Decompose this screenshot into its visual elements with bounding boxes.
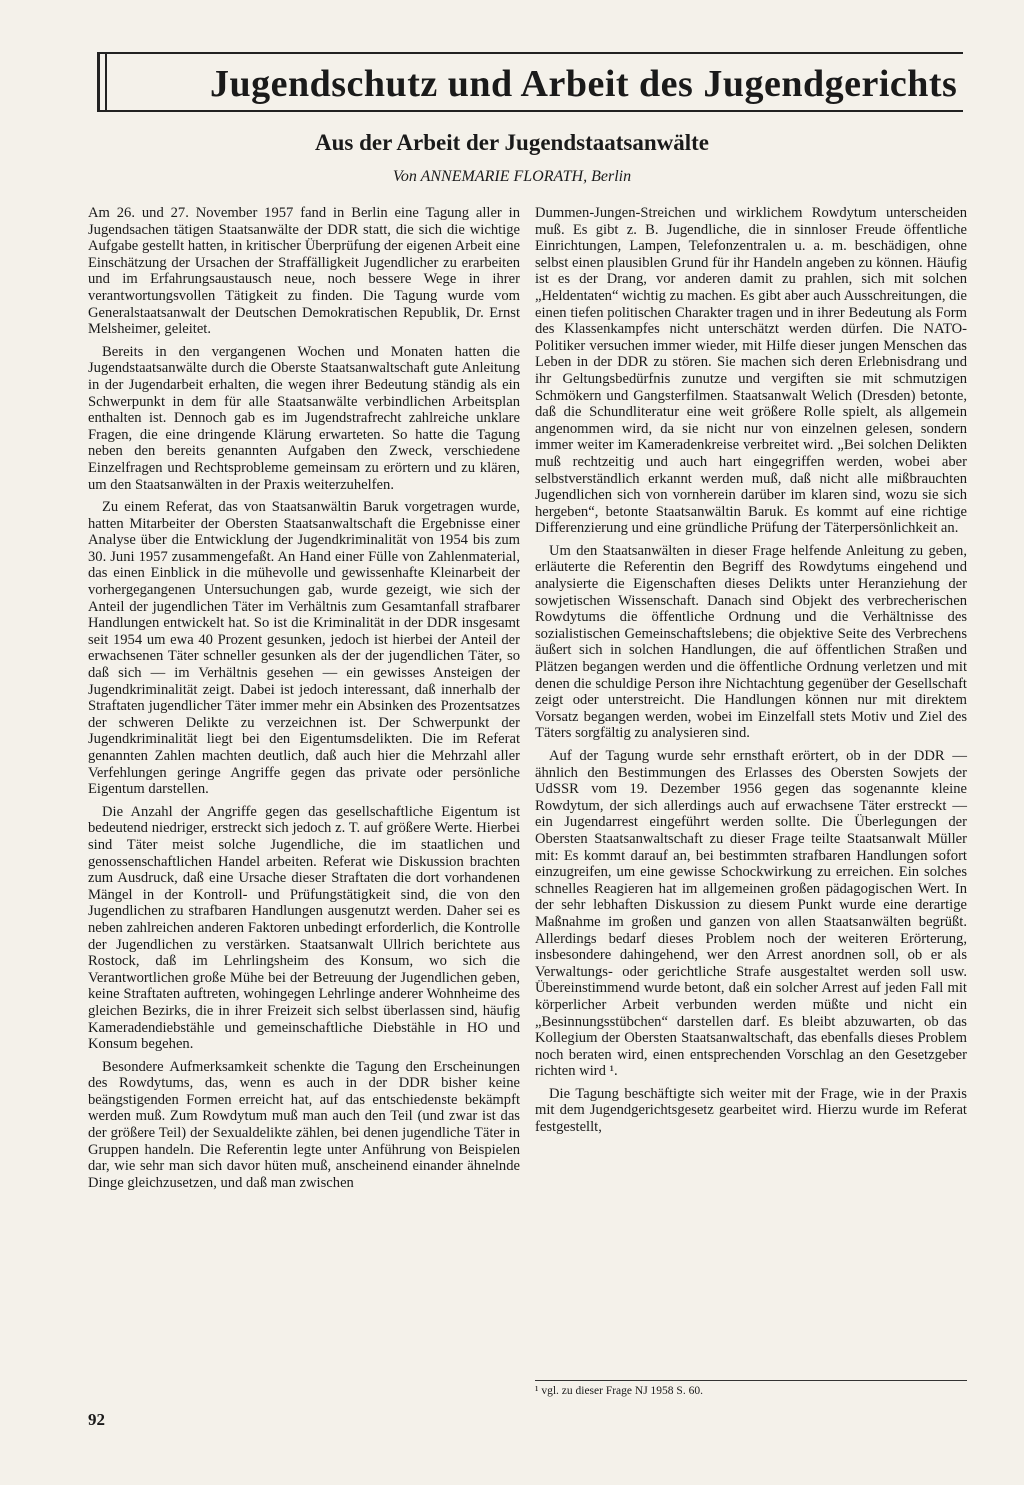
paragraph: Dummen-Jungen-Streichen und wirklichem Rowdytum unterscheiden muß. Es gibt z. B. Jugendliche, die in sinnloser Freude öffentliche Einrichtungen, Lampen, Telefonzentralen u. a. m. beschädigen, ohne selbst einen plausiblen Grund für ihr Handeln angeben zu können. Häufig ist es der Drang, vor anderen damit zu prahlen, sich mit solchen „Heldentaten“ wichtig zu machen. Es gibt aber auch Ausschreitungen, die einen tiefen politischen Charakter tragen und in ihrer Bedeutung als Form des Klassenkampfes nicht unterschätzt werden dürfen. Die NATO-Politiker versuchen immer wieder, mit Hilfe dieser jungen Menschen das Leben in der DDR zu stören. Sie machen sich deren Erlebnisdrang und ihr Geltungsbedürfnis zunutze und vergiften sie mit schmutzigen Schmökern und Gangsterfilmen. Staatsanwalt Welich (Dresden) betonte, daß die Schundliteratur eine weit größere Rolle spielt, als allgemein angenommen wird, da sie nicht nur von einzelnen gelesen, sondern immer weiter im Kameradenkreise verbreitet wird. „Bei solchen Delikten muß rechtzeitig und auch hart eingegriffen werden, wobei aber selbstverständlich erkannt werden muß, daß nicht alle mißbrauchten Jugendlichen sich von vornherein darüber im klaren sind, wozu sie sich hergeben“, betonte Staatsanwältin Baruk. Es kommt auf eine richtige Differenzierung und eine gründliche Prüfung der Täterpersönlichkeit an. <box>535 205 967 537</box>
header-rule <box>105 54 107 110</box>
paragraph: Die Tagung beschäftigte sich weiter mit der Frage, wie in der Praxis mit dem Jugendgerichtsgesetz gearbeitet wird. Hierzu wurde im Referat festgestellt, <box>535 1085 967 1136</box>
right-column <box>535 205 967 1142</box>
article-title: Aus der Arbeit der Jugendstaatsanwälte <box>315 130 709 155</box>
paragraph: Die Anzahl der Angriffe gegen das gesellschaftliche Eigentum ist bedeutend niedriger, erstreckt sich jedoch z. T. auf größere Werte. Hierbei sind Täter meist solche Jugendliche, die im staatlichen und genossenschaftlichen Handel arbeiten. Referat wie Diskussion brachten zum Ausdruck, daß eine Ursache dieser Straftaten die dort vorhandenen Mängel in der Kontroll- und Prüfungstätigkeit sind, die von den Jugendlichen zu strafbaren Handlungen ausgenutzt werden. Daher sei es neben zahlreichen anderen Faktoren unbedingt erforderlich, die Kontrolle der Jugendlichen zu verstärken. Staatsanwalt Ullrich berichtete aus Rostock, daß im Lehrlingsheim des Konsum, wo sich die Verantwortlichen große Mühe bei der Betreuung der Jugendlichen geben, keine Straftaten auftreten, wohingegen Lehrlinge anderer Wohnheime des gleichen Bezirks, die in ihrer Freizeit sich selbst überlassen sind, häufig Kameradendiebstähle und gemeinschaftliche Diebstähle in HO und Konsum begehen. <box>88 803 520 1053</box>
section-header-box <box>97 52 963 112</box>
page-number: 92 <box>88 1410 105 1429</box>
paragraph: Am 26. und 27. November 1957 fand in Berlin eine Tagung aller in Jugendsachen tätigen Staatsanwälte der DDR statt, die sich die wichtige Aufgabe gestellt hatten, in kritischer Überprüfung der eigenen Arbeit eine Einschätzung der Ursachen der Straffälligkeit Jugendlicher zu erarbeiten und im Erfahrungsaustausch neue, noch bessere Wege in ihrer verantwortungsvollen Tätigkeit zu finden. Die Tagung wurde vom Generalstaatsanwalt der Deutschen Demokratischen Republik, Dr. Ernst Melsheimer, geleitet. <box>88 205 520 338</box>
article-byline: Von ANNEMARIE FLORATH, Berlin <box>392 168 632 185</box>
left-column <box>88 205 520 1197</box>
footnote: ¹ vgl. zu dieser Frage NJ 1958 S. 60. <box>535 1380 967 1397</box>
paragraph: Besondere Aufmerksamkeit schenkte die Tagung den Erscheinungen des Rowdytums, das, wenn es auch in der DDR bisher keine beängstigenden Formen erreicht hat, auf das entschiedenste bekämpft werden muß. Zum Rowdytum muß man auch den Teil (und zwar ist das der größere Teil) der Sexualdelikte zählen, bei denen jugendliche Täter in Gruppen handeln. Die Referentin legte unter Anführung von Beispielen dar, wie sehr man sich davor hüten muß, anscheinend einander ähnelnde Dinge gleichzusetzen, und daß man zwischen <box>88 1058 520 1191</box>
paragraph: Auf der Tagung wurde sehr ernsthaft erörtert, ob in der DDR — ähnlich den Bestimmungen des Erlasses des Obersten Sowjets der UdSSR vom 19. Dezember 1956 gegen das sogenannte kleine Rowdytum, der sich allerdings auch auf erwachsene Täter erstreckt — ein Jugendarrest eingeführt werden sollte. Die Überlegungen der Obersten Staatsanwaltschaft zu dieser Frage teilte Staatsanwalt Müller mit: Es kommt darauf an, bei bestimmten strafbaren Handlungen sofort einzugreifen, um eine gewisse Schockwirkung zu erreichen. Ein solches schnelles Reagieren hat im allgemeinen großen pädagogischen Wert. In der sehr lebhaften Diskussion zu diesem Punkt wurde eine derartige Maßnahme im großen und ganzen von allen Staatsanwälten begrüßt. Allerdings bedarf dieses Problem noch der weiteren Erörterung, insbesondere dahingehend, wer den Arrest anordnen soll, ob er als Verwaltungs- oder gerichtliche Strafe ausgestaltet werden soll usw. Übereinstimmend wurde betont, daß ein solcher Arrest auf jeden Fall mit körperlicher Arbeit verbunden werden müßte und nicht ein „Besinnungsstübchen“ darstellen darf. Es bleibt abzuwarten, ob das Kollegium der Obersten Staatsanwaltschaft, das ebenfalls dieses Problem noch beraten wird, einen entsprechenden Vorschlag an den Gesetzgeber richten wird ¹. <box>535 748 967 1080</box>
paragraph: Bereits in den vergangenen Wochen und Monaten hatten die Jugendstaatsanwälte durch die Oberste Staatsanwaltschaft gute Anleitung in der Jugendarbeit erhalten, die wegen ihrer Bedeutung ständig als ein Schwerpunkt in dem für alle Staatsanwälte verbindlichen Arbeitsplan enthalten ist. Dennoch gab es im Jugendstrafrecht zahlreiche unklare Fragen, die eine dringende Klärung erwarteten. So hatte die Tagung neben den bereits genannten Aufgaben den Zweck, verschiedene Einzelfragen und Rechtsprobleme gemeinsam zu erörtern und zu klären, um den Staatsanwälten in der Praxis weiterzuhelfen. <box>88 343 520 493</box>
section-title: Jugendschutz und Arbeit des Jugendgerichts <box>210 63 958 105</box>
paragraph: Um den Staatsanwälten in dieser Frage helfende Anleitung zu geben, erläuterte die Referentin den Begriff des Rowdytums eingehend und analysierte die Eigenschaften dieses Delikts unter Heranziehung der sowjetischen Wissenschaft. Danach sind Objekt des verbrecherischen Rowdytums die öffentliche Ordnung und die Verhältnisse des sozialistischen Gemeinschaftslebens; die objektive Seite des Verbrechens äußert sich in solchen Handlungen, die auf öffentlichen Straßen und Plätzen begangen werden und die öffentliche Ordnung verletzen und mit denen die schuldige Person ihre Nichtachtung gegenüber der Gesellschaft zeigt oder unterstreicht. Die Handlungen können nur mit direktem Vorsatz begangen werden, wobei im Einzelfall stets Motiv und Ziel des Täters sorgfältig zu analysieren sind. <box>535 542 967 742</box>
paragraph: Zu einem Referat, das von Staatsanwältin Baruk vorgetragen wurde, hatten Mitarbeiter der Obersten Staatsanwaltschaft die Ergebnisse einer Analyse über die Entwicklung der Jugendkriminalität von 1954 bis zum 30. Juni 1957 zusammengefaßt. An Hand einer Fülle von Zahlenmaterial, das einen Einblick in die mühevolle und gewissenhafte Kleinarbeit der vorhergegangenen Untersuchungen gab, wurde gezeigt, wie sich der Anteil der jugendlichen Täter im Verhältnis zum Gesamtanfall strafbarer Handlungen entwickelt hat. So ist die Kriminalität in der DDR insgesamt seit 1954 um ewa 40 Prozent gesunken, jedoch ist hierbei der Anteil der erwachsenen Täter schneller gesunken als der der jugendlichen Täter, so daß sich — im Verhältnis gesehen — ein gewisses Ansteigen der Jugendkriminalität zeigt. Dabei ist jedoch interessant, daß innerhalb der Straftaten jugendlicher Täter immer mehr ein Absinken des Prozentsatzes der schweren Delikte zu verzeichnen ist. Der Schwerpunkt der Jugendkriminalität liegt bei den Eigentumsdelikten. Die im Referat genannten Zahlen machten deutlich, daß auch hier die Mehrzahl aller Verfehlungen geringe Angriffe gegen das private oder persönliche Eigentum darstellen. <box>88 499 520 798</box>
